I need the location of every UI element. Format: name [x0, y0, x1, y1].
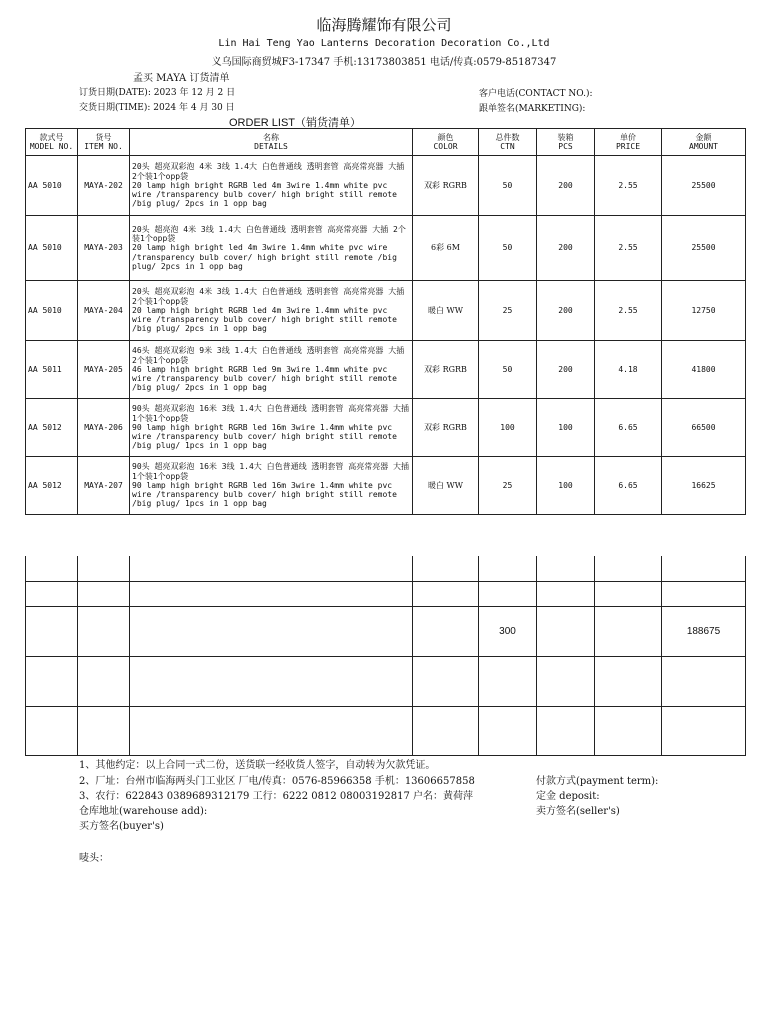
cell-pcs: 200 [537, 341, 595, 399]
cell-price: 2.55 [595, 156, 662, 216]
cell-details [130, 216, 413, 281]
cell-model: AA 5010 [26, 156, 78, 216]
empty-row [26, 706, 746, 755]
totals-row [26, 606, 746, 656]
col-header-item: 货号 ITEM NO. [78, 129, 130, 156]
cell-ctn: 25 [479, 281, 537, 341]
cell-model: AA 5012 [26, 399, 78, 457]
cell-ctn: 50 [479, 341, 537, 399]
details-en: 90 lamp high bright RGRB led 16m 3wire 1.4mm white pvc wire /transparency bulb cover/ high bright still remote /big plug/ 1pcs in 1 opp bag [132, 480, 397, 509]
cell-item: MAYA-206 [78, 399, 130, 457]
cell-item: MAYA-205 [78, 341, 130, 399]
cell-item: MAYA-204 [78, 281, 130, 341]
empty-row [26, 656, 746, 706]
cell-price: 6.65 [595, 399, 662, 457]
cell-details [130, 281, 413, 341]
marketing-sign-label: 跟单签名(MARKETING): [479, 104, 586, 114]
col-header-details: 名称 DETAILS [130, 129, 413, 156]
cell-pcs: 200 [537, 281, 595, 341]
details-cn: 46头 超亮双彩泡 9米 3线 1.4大 白色普通线 透明套管 高亮常亮器 大插 2个装1个opp袋 [132, 346, 405, 365]
payment-term-label: 付款方式(payment term): [536, 776, 659, 787]
details-en: 46 lamp high bright RGRB led 9m 3wire 1.4mm white pvc wire /transparency bulb cover/ high bright still remote /big plug/ 2pcs in 1 opp bag [132, 364, 397, 393]
details-cn: 90头 超亮双彩泡 16米 3线 1.4大 白色普通线 透明套管 高亮常亮器 大插 1个装1个opp袋 [132, 404, 410, 423]
cell-model: AA 5011 [26, 341, 78, 399]
cell-ctn: 50 [479, 156, 537, 216]
col-header-price: 单价 PRICE [595, 129, 662, 156]
total-ctn: 300 [479, 606, 537, 656]
cell-ctn: 50 [479, 216, 537, 281]
col-header-color: 颜色 COLOR [413, 129, 479, 156]
company-address: 义乌国际商贸城F3-17347 手机:13173803851 电话/传真:0579-85187347 [211, 57, 557, 68]
details-cn: 20头 超亮双彩泡 4米 3线 1.4大 白色普通线 透明套管 高亮常亮器 大插 2个装1个opp袋 [132, 287, 405, 306]
table-row [26, 216, 746, 281]
cell-item: MAYA-202 [78, 156, 130, 216]
shipping-mark-label: 唛头： [79, 853, 109, 864]
cell-amount: 25500 [662, 216, 746, 281]
cell-color: 双彩 RGRB [413, 399, 479, 457]
order-list-title: ORDER LIST（销货清单） [229, 117, 362, 129]
col-header-pcs: 装箱 PCS [537, 129, 595, 156]
details-cn: 20头 超亮泡 4米 3线 1.4大 白色普通线 透明套管 高亮常亮器 大插 2个装1个opp袋 [132, 224, 406, 244]
details-en: 90 lamp high bright RGRB led 16m 3wire 1.4mm white pvc wire /transparency bulb cover/ high bright still remote /big plug/ 1pcs in 1 opp bag [132, 422, 397, 451]
col-header-model: 款式号 MODEL NO. [26, 129, 78, 156]
warehouse-address-label: 仓库地址(warehouse add): [79, 806, 208, 817]
order-date: 订货日期(DATE): 2023 年 12 月 2 日 [79, 88, 236, 98]
cell-item: MAYA-207 [78, 457, 130, 515]
details-en: 20 lamp high bright led 4m 3wire 1.4mm white pvc wire /transparency bulb cover/ high bright still remote /big plug/ 2pcs in 1 opp bag [132, 243, 397, 271]
note-2: 2、厂址：台州市临海两头门工业区 厂电/传真：0576-85966358 手机：13606657858 [79, 776, 475, 787]
cell-pcs: 200 [537, 156, 595, 216]
cell-ctn: 25 [479, 457, 537, 515]
cell-model: AA 5012 [26, 457, 78, 515]
cell-price: 2.55 [595, 216, 662, 281]
contact-no-label: 客户电话(CONTACT NO.): [479, 89, 593, 99]
cell-details [130, 156, 413, 216]
company-name-en: Lin Hai Teng Yao Lanterns Decoration Decoration Co.,Ltd [218, 38, 550, 49]
table-row [26, 281, 746, 341]
cell-color: 双彩 RGRB [413, 341, 479, 399]
deposit-label: 定金 deposit: [536, 791, 600, 802]
cell-color: 6彩 6M [413, 216, 479, 281]
details-en: 20 lamp high bright RGRB led 4m 3wire 1.4mm white pvc wire /transparency bulb cover/ high bright still remote /big plug/ 2pcs in 1 opp bag [132, 180, 397, 209]
note-3: 3、农行：622843 0389689312179 工行：6222 0812 08003192817 户名：黄荷萍 [79, 791, 474, 802]
cell-color: 暖白 WW [413, 457, 479, 515]
cell-ctn: 100 [479, 399, 537, 457]
cell-color: 暖白 WW [413, 281, 479, 341]
cell-model: AA 5010 [26, 281, 78, 341]
cell-color: 双彩 RGRB [413, 156, 479, 216]
company-name-cn: 临海腾耀饰有限公司 [316, 16, 452, 34]
empty-row [26, 581, 746, 606]
cell-amount: 25500 [662, 156, 746, 216]
order-table [25, 128, 746, 515]
cell-details [130, 341, 413, 399]
cell-pcs: 200 [537, 216, 595, 281]
cell-item: MAYA-203 [78, 216, 130, 281]
table-row [26, 156, 746, 216]
col-header-ctn: 总件数 CTN [479, 129, 537, 156]
buyer-order-title: 孟买 MAYA 订货清单 [133, 73, 230, 84]
cell-details [130, 399, 413, 457]
note-1: 1、其他约定：以上合同一式二份，送货联一经收货人签字，自动转为欠款凭证。 [79, 760, 436, 771]
details-en: 20 lamp high bright RGRB led 4m 3wire 1.4mm white pvc wire /transparency bulb cover/ high bright still remote /big plug/ 2pcs in 1 opp bag [132, 305, 397, 334]
cell-amount: 12750 [662, 281, 746, 341]
cell-pcs: 100 [537, 399, 595, 457]
col-header-amount: 金额 AMOUNT [662, 129, 746, 156]
empty-row [26, 556, 746, 581]
details-cn: 90头 超亮双彩泡 16米 3线 1.4大 白色普通线 透明套管 高亮常亮器 大插 1个装1个opp袋 [132, 462, 410, 481]
cell-amount: 16625 [662, 457, 746, 515]
cell-price: 2.55 [595, 281, 662, 341]
cell-model: AA 5010 [26, 216, 78, 281]
table-row [26, 399, 746, 457]
total-amount: 188675 [662, 606, 746, 656]
totals-table [25, 556, 746, 756]
cell-details [130, 457, 413, 515]
cell-pcs: 100 [537, 457, 595, 515]
cell-amount: 41800 [662, 341, 746, 399]
table-row [26, 341, 746, 399]
seller-signature-label: 卖方签名(seller's) [536, 806, 620, 817]
buyer-signature-label: 买方签名(buyer's) [79, 821, 164, 832]
cell-amount: 66500 [662, 399, 746, 457]
table-row [26, 457, 746, 515]
cell-price: 6.65 [595, 457, 662, 515]
delivery-date: 交货日期(TIME): 2024 年 4 月 30 日 [79, 103, 235, 113]
cell-price: 4.18 [595, 341, 662, 399]
details-cn: 20头 超亮双彩泡 4米 3线 1.4大 白色普通线 透明套管 高亮常亮器 大插 2个装1个opp袋 [132, 162, 405, 181]
table-header-row [26, 129, 746, 156]
